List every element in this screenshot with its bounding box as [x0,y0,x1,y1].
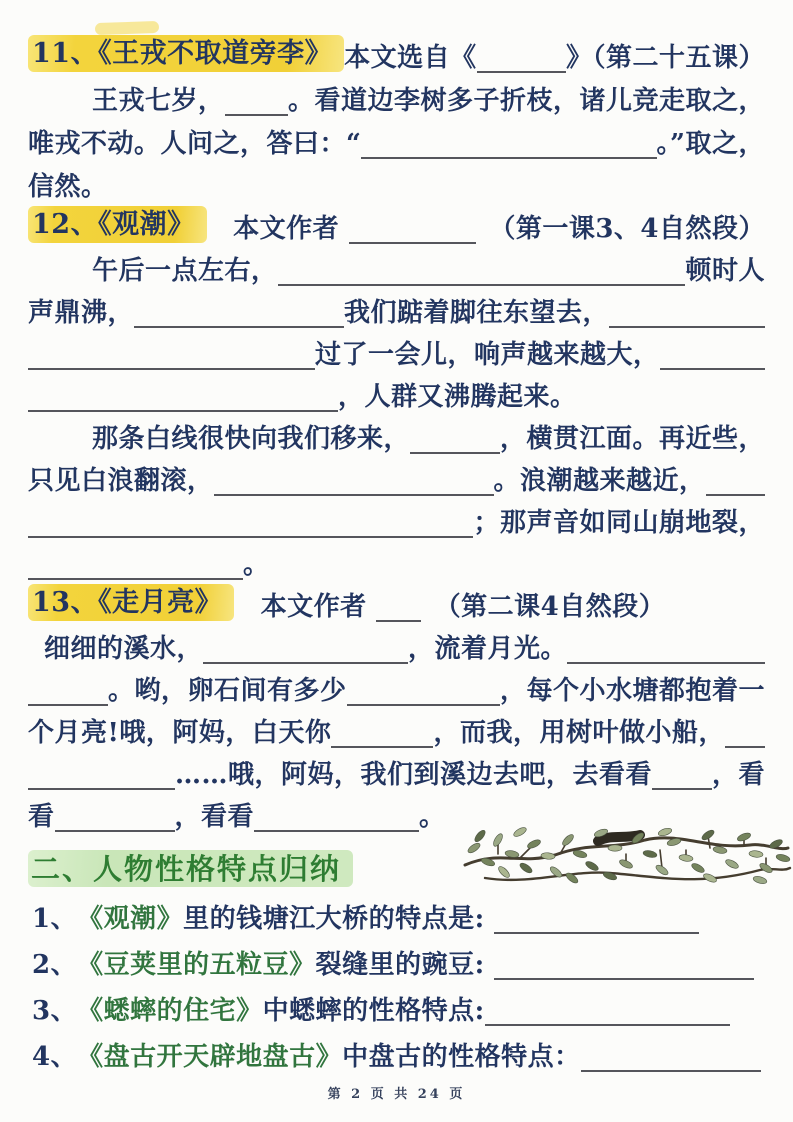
text-run: 4、 [32,1041,78,1072]
text-run: 2、 [32,949,78,980]
branch-decoration-image [460,810,793,908]
blank-line [203,660,408,664]
text-line [28,376,765,418]
text-run: 细细的溪水， [44,633,204,664]
text-line [28,208,765,250]
text-run: 唯戎不动。人问之，答曰：“ [28,128,362,159]
text-run: 个月亮!哦，阿妈，白天你 [28,717,332,748]
blank-line [347,702,500,706]
text-run: 我们踮着脚往东望去， [344,297,610,328]
blank-line [410,450,500,454]
text-run: ，人群又沸腾起来。 [338,381,577,412]
text-line [28,418,765,460]
blank-line [376,618,421,622]
text-line [28,250,765,292]
text-line [28,754,765,796]
text-run: 过了一会儿，响声越来越大， [315,339,660,370]
blank-line [660,366,765,370]
text-line [28,502,765,544]
text-run: 1、 [32,903,78,934]
text-run: 本文选自《 [344,42,477,73]
blank-line [55,828,175,832]
question-11 [28,36,765,208]
text-run: ……哦，阿妈，我们到溪边去吧，去看看 [175,759,653,790]
text-run: ，每个小水塘都抱着一 [499,675,765,706]
text-run: 那条白线很快向我们移来， [92,423,411,454]
text-line [28,460,765,502]
text-line [28,586,765,628]
blank-line [706,492,765,496]
blank-line [28,702,108,706]
text-run: 。看道边李树多子折枝，诸儿竞走取之， [287,85,765,116]
text-run: 顿时人 [685,255,765,286]
text-run: 看 [28,801,55,832]
blank-line [28,408,338,412]
blank-line [134,324,344,328]
text-run: 午后一点左右， [92,255,278,286]
highlighted-question-title: 12、《观潮》 [28,206,207,243]
blank-line [28,366,315,370]
blank-line [225,112,288,116]
text-run: ，横贯江面。再近些， [499,423,765,454]
section-heading: 二、人物性格特点归纳 [28,850,353,887]
book-title: 《蟋蟀的住宅》 [77,995,263,1026]
text-line [28,79,765,122]
text-run: ，看 [711,759,765,790]
text-run: 中盘古的性格特点： [342,1041,581,1072]
text-run: 裂缝里的豌豆: [315,949,495,980]
highlighted-question-title: 11、《王戎不取道旁李》 [28,35,344,72]
text-run: 。浪潮越来越近， [493,465,706,496]
blank-line [581,1068,761,1072]
blank-line [254,828,419,832]
blank-line [485,1022,730,1026]
page-number-footer: 第 2 页 共 24 页 [327,1087,466,1102]
part-2-items [28,894,765,1078]
text-run: （第一课3、4自然段） [475,213,765,244]
text-line [28,628,765,670]
text-run: ；那声音如同山崩地裂， [473,507,765,538]
text-run: 里的钱塘江大桥的特点是: [183,903,495,934]
blank-line [349,240,476,244]
text-line [28,292,765,334]
blank-line [278,282,686,286]
text-run: ，流着月光。 [408,633,568,664]
text-line [28,940,765,986]
text-run: 本文作者 [234,591,377,622]
text-run: 王戎七岁， [92,85,225,116]
blank-line [567,660,765,664]
text-run: 声鼎沸， [28,297,135,328]
blank-line [725,744,765,748]
blank-line [609,324,765,328]
text-line [28,334,765,376]
text-run: 。 [419,801,446,832]
text-line [28,36,765,79]
blank-line [494,930,699,934]
highlighted-question-title: 13、《走月亮》 [28,584,234,621]
blank-line [28,576,243,580]
text-run: 。哟，卵石间有多少 [108,675,347,706]
blank-line [477,69,566,73]
blank-line [331,744,433,748]
blank-line [214,492,494,496]
blank-line [494,976,754,980]
text-run: 信然。 [28,171,108,202]
text-run: 。 [243,549,270,580]
text-run: 》（第二十五课） [565,42,765,73]
text-line [28,670,765,712]
text-line [28,986,765,1032]
text-line [28,165,765,208]
blank-line [361,155,656,159]
question-12 [28,208,765,586]
text-line [28,1032,765,1078]
text-run: 3、 [32,995,78,1026]
blank-line [28,786,175,790]
text-line [28,712,765,754]
blank-line [28,534,473,538]
book-title: 《观潮》 [77,903,184,934]
text-line [28,544,765,586]
text-run: ，而我，用树叶做小船， [433,717,725,748]
question-13 [28,586,765,838]
book-title: 《豆荚里的五粒豆》 [77,949,316,980]
text-run: 。”取之， [656,128,765,159]
text-run: 只见白浪翻滚， [28,465,214,496]
text-run: 本文作者 [206,213,349,244]
book-title: 《盘古开天辟地盘古》 [77,1041,343,1072]
text-run: （第二课4自然段） [421,591,666,622]
blank-line [652,786,712,790]
text-run: ，看看 [174,801,255,832]
text-run: 中蟋蟀的性格特点: [262,995,485,1026]
text-line [28,122,765,165]
